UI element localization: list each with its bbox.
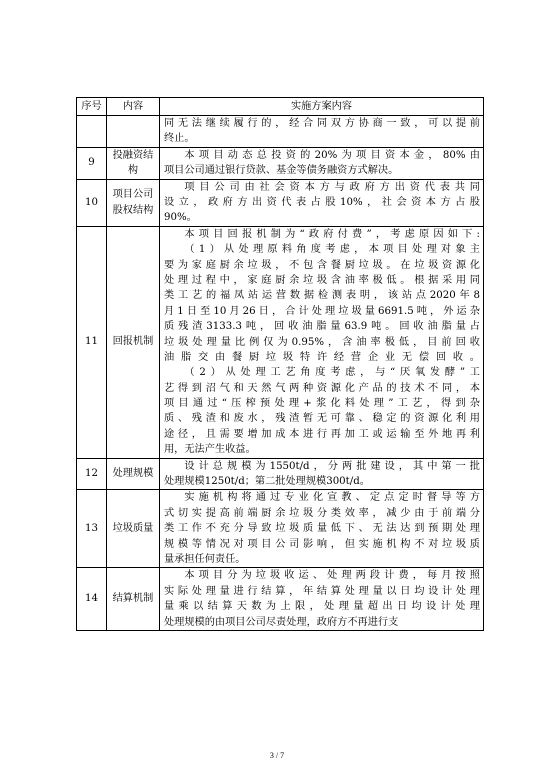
plan-text-line: 质残渣3133.3吨，回收油脂量63.9吨。回收油脂量占 [164, 321, 480, 333]
row-plan-content [160, 568, 484, 631]
row-serial: 10 [77, 179, 107, 226]
row-item: 回报机制 [107, 226, 160, 458]
plan-text-line: 质、残渣和废水，残渣暂无可靠、稳定的资源化利用 [164, 413, 480, 425]
plan-text-line: 处理规模的由项目公司尽责处理，政府方不再进行支 [164, 616, 399, 628]
plan-text-line: 垃圾处理量比例仅为0.95%，含油率极低，目前回收 [164, 336, 480, 348]
header-serial: 序号 [77, 98, 107, 116]
row-plan-content [160, 490, 484, 568]
table-row [77, 568, 484, 631]
implementation-plan-table [76, 97, 484, 631]
table-row [77, 458, 484, 490]
plan-text-line: 要为家庭厨余垃圾，不包含餐厨垃圾。在垃圾资源化 [164, 259, 480, 271]
row-item: 结算机制 [107, 568, 160, 631]
header-content: 内容 [107, 98, 160, 116]
row-plan-content [160, 147, 484, 179]
plan-text-line: 设计总规模为1550t/d，分两批建设，其中第一批 [184, 460, 480, 472]
row-serial: 14 [77, 568, 107, 631]
plan-text-line: 类工作不充分导致垃圾质量低下、无法达到预期处理 [164, 523, 480, 535]
plan-text-line: 终止。 [164, 133, 195, 145]
row-item [107, 116, 160, 148]
row-item: 投融资结构 [107, 147, 160, 179]
plan-text-line: 油脂交由餐厨垃圾特许经营企业无偿回收。 [164, 351, 480, 363]
plan-text-line: 同无法继续履行的，经合同双方协商一致，可以提前 [164, 118, 480, 129]
table-row [77, 147, 484, 179]
table-row [77, 116, 484, 148]
row-item: 处理规模 [107, 458, 160, 490]
plan-text-line: 本项目动态总投资的20%为项目资本金，80%由 [184, 149, 480, 161]
plan-text-line: 量承担任何责任。 [164, 553, 246, 565]
row-item: 垃圾质量 [107, 490, 160, 568]
row-plan-content [160, 458, 484, 490]
plan-text-line: 90%。 [164, 212, 197, 224]
plan-text-line: 途径，且需要增加成本进行再加工或运输至外地再利 [164, 428, 480, 440]
plan-text-line: 处理过程中，家庭厨余垃圾含油率极低。根据采用同 [164, 274, 480, 286]
plan-text-line: 项目公司由社会资本方与政府方出资代表共同 [184, 181, 480, 193]
table-row [77, 226, 484, 458]
table-header-row [77, 98, 484, 116]
row-item: 项目公司股权结构 [107, 179, 160, 226]
plan-text-line: 艺得到沼气和天然气两种资源化产品的技术不同，本 [164, 382, 480, 394]
plan-text-line: 类工艺的福凤站运营数据检测表明，该站点2020年8 [164, 290, 480, 302]
plan-text-line: 本项目分为垃圾收运、处理两段计费，每月按照 [184, 570, 480, 582]
row-serial: 9 [77, 147, 107, 179]
plan-text-line: 月1日至10月26日，合计处理垃圾量6691.5吨，外运杂 [164, 305, 480, 317]
row-serial: 13 [77, 490, 107, 568]
row-serial: 11 [77, 226, 107, 458]
plan-text-line: 本项目回报机制为“政府付费”，考虑原因如下: [184, 228, 480, 240]
row-serial: 12 [77, 458, 107, 490]
plan-text-line: 量乘以结算天数为上限，处理量超出日均设计处理 [164, 601, 480, 613]
plan-text-line: 项目通过“压榨预处理+浆化料处理”工艺，得到杂 [164, 398, 480, 410]
row-plan-content [160, 116, 484, 148]
header-plan: 实施方案内容 [160, 98, 484, 116]
plan-text-line: （1）从处理原料角度考虑，本项目处理对象主 [184, 244, 480, 256]
plan-text-line: 式切实提高前端厨余垃圾分类效率，减少由于前端分 [164, 507, 480, 519]
page-number: 3 / 7 [269, 751, 285, 760]
plan-text-line: 设立，政府方出资代表占股10%，社会资本方占股 [164, 196, 480, 208]
table-row [77, 490, 484, 568]
row-plan-content [160, 226, 484, 458]
plan-text-line: 实际处理量进行结算，年结算处理量以日均设计处理 [164, 585, 480, 597]
table-row [77, 179, 484, 226]
plan-text-line: 项目公司通过银行贷款、基金等债务融资方式解决。 [164, 165, 399, 177]
row-serial [77, 116, 107, 148]
plan-text-line: 规模等情况对项目公司影响，但实施机构不对垃圾质 [164, 538, 480, 550]
row-plan-content [160, 179, 484, 226]
plan-text-line: （2）从处理工艺角度考虑，与“厌氧发酵”工 [184, 367, 480, 379]
plan-text-line: 处理规模1250t/d；第二批处理规模300t/d。 [164, 476, 370, 488]
plan-text-line: 实施机构将通过专业化宣教、定点定时督导等方 [184, 492, 480, 504]
plan-text-line: 用，无法产生收益。 [164, 444, 256, 456]
